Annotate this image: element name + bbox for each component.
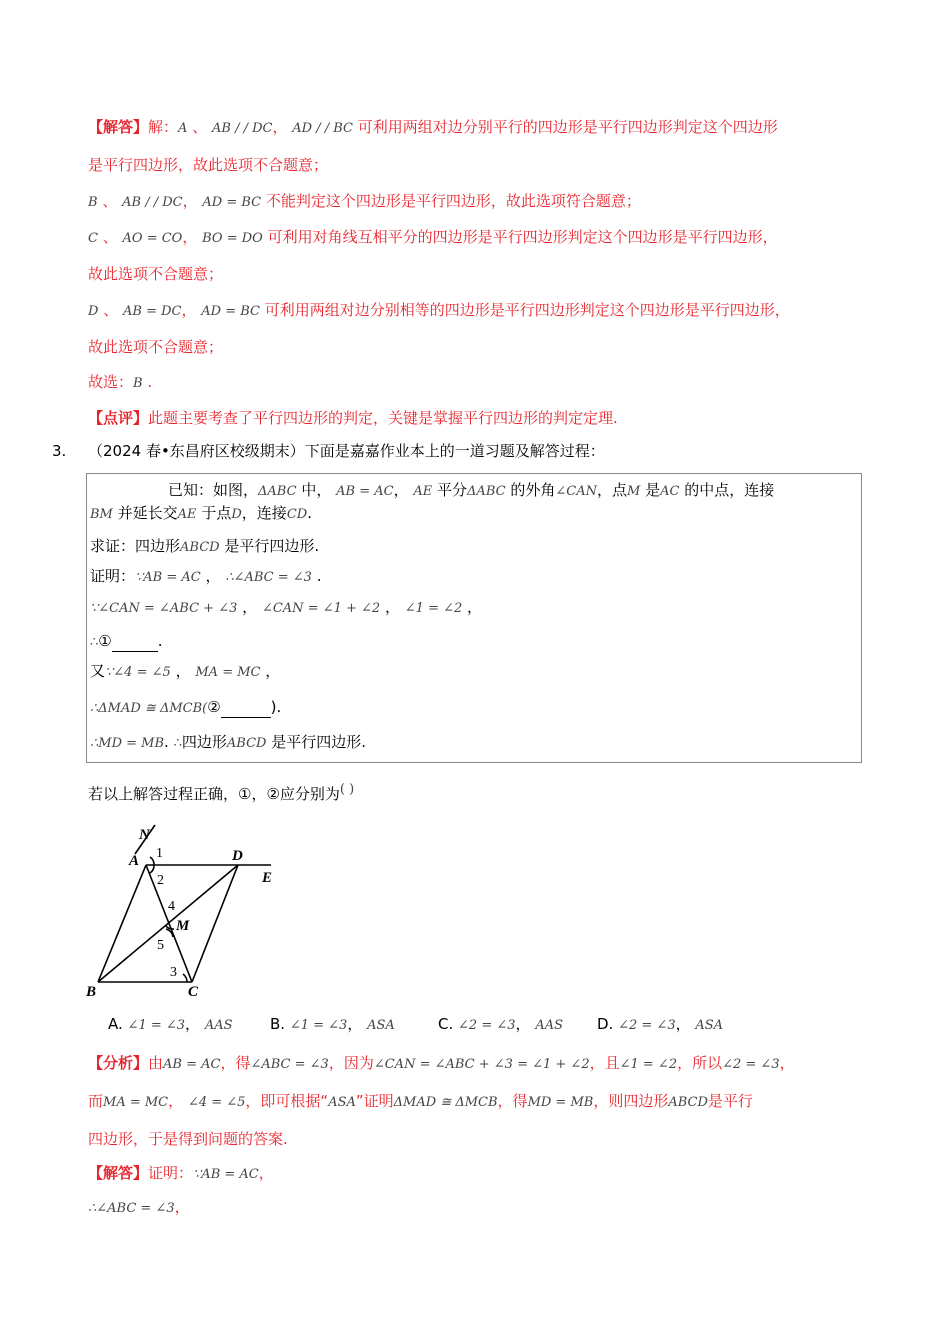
box-line-7: 又∵∠4 = ∠5 ， MA = MC ， [90, 662, 281, 680]
comment-line: 【点评】此题主要考查了平行四边形的判定，关键是掌握平行四边形的判定定理. [88, 409, 618, 427]
answer-line-6: D 、 AB = DC， AD = BC 可利用两组对边分别相等的四边形是平行四边形判定这个四边形是平行四边形， [88, 301, 790, 319]
box-line-2: BM 并延长交AE 于点D，连接CD. [90, 504, 312, 522]
blank-1 [112, 631, 158, 652]
angle-3-arc [183, 974, 187, 982]
label-3: 3 [170, 965, 177, 980]
solution-line-1: 【解答】证明：∵AB = AC， [88, 1164, 274, 1182]
blank-2-marker: ② [207, 698, 221, 716]
answer-line-5: 故此选项不合题意； [88, 265, 224, 283]
segment-AB [98, 865, 146, 982]
question-paren: ( ) [339, 782, 355, 797]
solution-tag: 【解答】 [88, 1164, 149, 1182]
option-b[interactable]: B. ∠1 = ∠3， ASA [270, 1015, 395, 1033]
label-2: 2 [157, 873, 164, 888]
label-B: B [86, 984, 97, 1000]
question-source: （2024 春•东昌府区校级期末）下面是嘉嘉作业本上的一道习题及解答过程： [88, 442, 605, 460]
label-E: E [262, 870, 273, 886]
option-a[interactable]: A. ∠1 = ∠3， AAS [108, 1015, 233, 1033]
box-line-9: ∴MD = MB. ∴四边形ABCD 是平行四边形. [90, 733, 367, 751]
answer-line-8: 故选：B . [88, 373, 153, 391]
analysis-tag: 【分析】 [88, 1054, 149, 1072]
label-M: M [176, 918, 190, 934]
box-line-1: 已知：如图，ΔABC 中， AB = AC， AE 平分ΔABC 的外角∠CAN，点M 是AC 的中点，连接 [168, 481, 775, 499]
angle-2-arc [150, 865, 154, 873]
question-text: 若以上解答过程正确，①，②应分别为( ) [88, 782, 355, 803]
blank-1-marker: ① [98, 632, 112, 650]
analysis-line-3: 四边形，于是得到问题的答案. [88, 1130, 288, 1148]
answer-tag: 【解答】 [88, 118, 149, 136]
label-N: N [139, 827, 150, 843]
label-C: C [188, 984, 199, 1000]
geometry-figure [80, 820, 290, 1000]
box-line-4: 证明：∵AB = AC ， ∴∠ABC = ∠3 . [90, 567, 322, 585]
segment-CD [192, 865, 238, 982]
answer-line-1: 【解答】解：A 、 AB / / DC， AD / / BC 可利用两组对边分别平行的四边形是平行四边形判定这个四边形 [88, 118, 778, 136]
label-5: 5 [157, 938, 164, 953]
answer-line-3: B 、 AB / / DC， AD = BC 不能判定这个四边形是平行四边形，故此选项符合题意； [88, 192, 641, 210]
box-line-6: ∴① . [90, 632, 163, 650]
analysis-line-1: 【分析】由AB = AC，得∠ABC = ∠3，因为∠CAN = ∠ABC + ∠3 = ∠1 + ∠2，且∠1 = ∠2，所以∠2 = ∠3， [88, 1054, 795, 1072]
angle-1-arc [150, 857, 154, 865]
label-1: 1 [156, 846, 163, 861]
comment-tag: 【点评】 [88, 409, 149, 427]
label-4: 4 [168, 899, 175, 914]
option-d[interactable]: D. ∠2 = ∠3， ASA [597, 1015, 724, 1033]
blank-2 [221, 697, 271, 718]
answer-line-4: C 、 AO = CO， BO = DO 可利用对角线互相平分的四边形是平行四边形判定这个四边形是平行四边形， [88, 228, 778, 246]
solution-line-2: ∴∠ABC = ∠3， [88, 1198, 190, 1216]
box-line-5: ∵∠CAN = ∠ABC + ∠3 ， ∠CAN = ∠1 + ∠2 ， ∠1 = ∠2 ， [90, 598, 483, 616]
option-c[interactable]: C. ∠2 = ∠3， AAS [438, 1015, 563, 1033]
answer-line-7: 故此选项不合题意； [88, 338, 224, 356]
box-line-8: ∴ΔMAD ≅ ΔMCB(② ). [90, 698, 282, 716]
label-A: A [129, 853, 140, 869]
box-line-3: 求证：四边形ABCD 是平行四边形. [90, 537, 320, 555]
label-D: D [232, 848, 243, 864]
analysis-line-2: 而MA = MC， ∠4 = ∠5，即可根据“ASA”证明ΔMAD ≅ ΔMCB，得MD = MB，则四边形ABCD是平行 [88, 1092, 753, 1110]
segment-BD [98, 865, 238, 982]
answer-line-2: 是平行四边形，故此选项不合题意； [88, 156, 329, 174]
question-number: 3. [52, 442, 67, 460]
